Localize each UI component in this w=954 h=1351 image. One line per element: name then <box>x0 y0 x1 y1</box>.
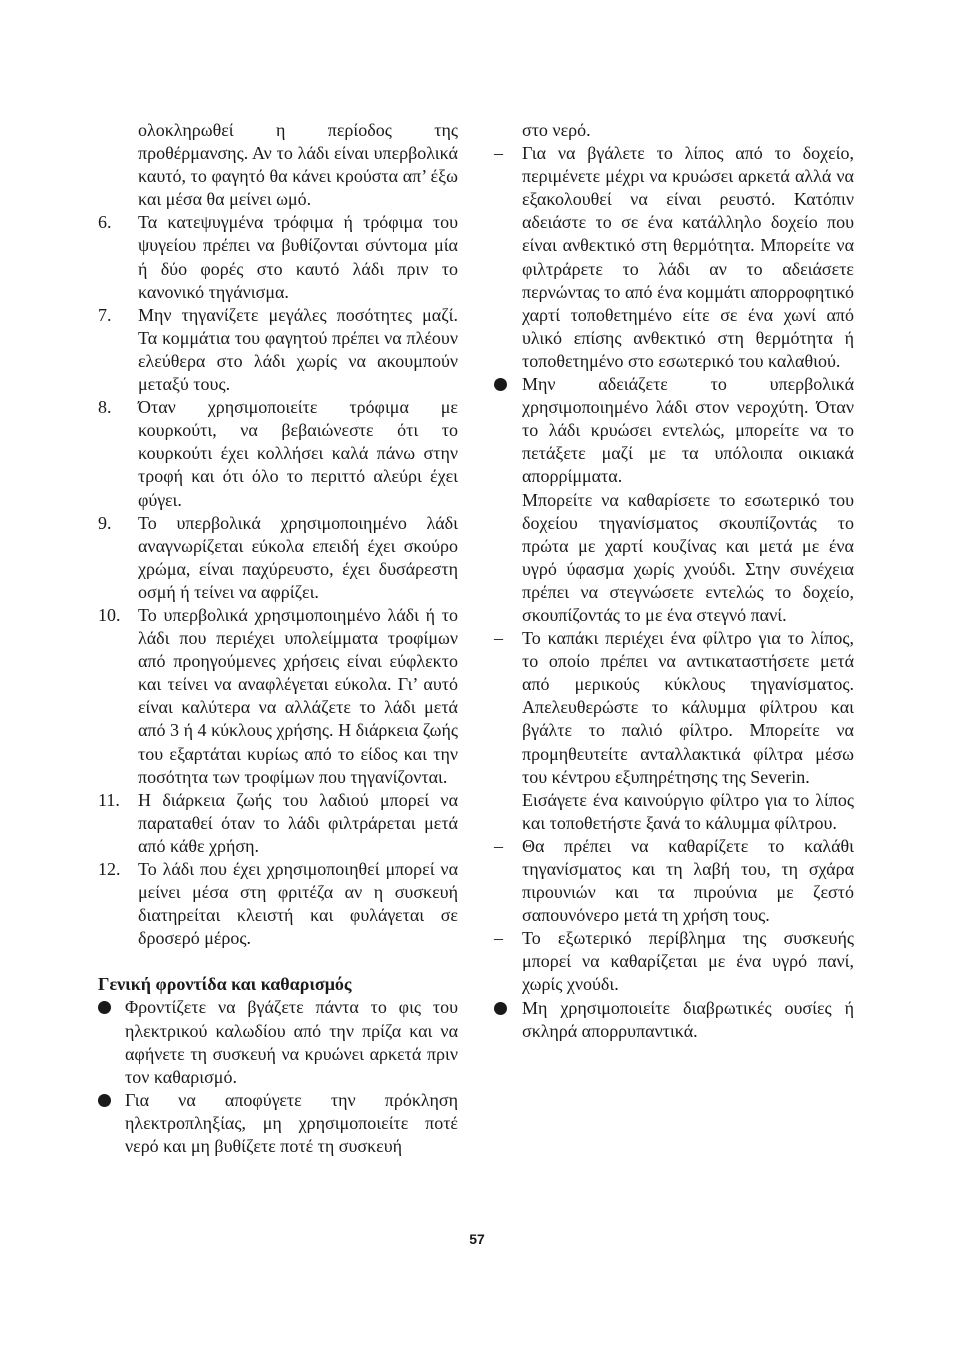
dash-item-clean-basket <box>494 835 854 927</box>
bullet-text-continued: Μπορείτε να καθαρίσετε το εσωτερικό του δοχείου τηγανίσματος σκουπίζοντάς το πρώτα με χαρτί κουζίνας και μετά με ένα υγρό ύφασμα χωρίς χνούδι. Στην συνέχεια πρέπει να στεγνώσετε εντελώς το δοχείο, σκουπίζοντάς το με ένα στεγνό πανί. <box>522 489 854 625</box>
dash-icon: – <box>494 928 503 949</box>
bullet-item-unplug <box>98 996 458 1088</box>
bullet-text: Για να αποφύγετε την πρόκληση ηλεκτροπληξίας, μη χρησιμοποιείτε ποτέ νερό και μη βυθίζετε ποτέ τη συσκευή <box>125 1089 458 1157</box>
section-heading: Γενική φροντίδα και καθαρισμός <box>98 974 352 995</box>
item-number: 6. <box>98 212 112 233</box>
bullet-icon <box>494 1002 507 1015</box>
bullet-item-clean-interior <box>494 489 854 628</box>
dash-icon: – <box>494 628 503 649</box>
bullet-icon <box>98 1094 111 1107</box>
numbered-item-7 <box>98 304 458 396</box>
continuation-paragraph <box>98 119 458 211</box>
bullet-icon <box>494 378 507 391</box>
dash-text-continued: Εισάγετε ένα καινούργιο φίλτρο για το λίπος και τοποθετήστε ξανά το κάλυμμα φίλτρου. <box>522 789 854 833</box>
item-number: 12. <box>98 859 121 879</box>
bullet-text: Μη χρησιμοποιείτε διαβρωτικές ουσίες ή σκληρά απορρυπαντικά. <box>522 997 854 1041</box>
item-text: Το υπερβολικά χρησιμοποιημένο λάδι αναγνωρίζεται εύκολα επειδή έχει σκούρο χρώμα, είναι παχύρευστο, έχει δυσάρεστη οσμή ή τείνει να αφρίζει. <box>138 512 458 602</box>
item-text: Το λάδι που έχει χρησιμοποιηθεί μπορεί να μείνει μέσα στη φριτέζα αν η συσκευή διατηρείται κλειστή και φυλάγεται σε δροσερό μέρος. <box>138 859 458 949</box>
item-number: 7. <box>98 304 112 325</box>
dash-text: Το καπάκι περιέχει ένα φίλτρο για το λίπος, το οποίο πρέπει να αντικαταστήσετε μετά από μερικούς κύκλους τηγανίσματος. Απελευθερώστε το κάλυμμα φίλτρου και βγάλτε το παλιό φίλτρο. Μπορείτε να προμηθευτείτε ανταλλακτικά φίλτρα μέσω του κέντρου εξυπηρέτησης της Severin. <box>522 628 854 787</box>
dash-item-lid-filter-continued <box>494 789 854 835</box>
item-number: 10. <box>98 604 121 625</box>
numbered-item-11 <box>98 789 458 858</box>
continuation-text: στο νερό. <box>522 120 591 140</box>
bullet-item-no-water <box>98 1089 458 1158</box>
item-text: Όταν χρησιμοποιείτε τρόφιμα με κουρκούτι, να βεβαιώνεστε ότι το κουρκούτι έχει κολλήσει καλά πάνω στην τροφή και ότι όλο το περιττό αλεύρι έχει φύγει. <box>138 397 458 510</box>
numbered-item-9 <box>98 512 458 604</box>
bullet-text: Φροντίζετε να βγάζετε πάντα το φις του ηλεκτρικού καλωδίου από την πρίζα και να αφήνετε τη συσκευή να κρυώνει αρκετά πριν τον καθαρισμό. <box>125 997 458 1087</box>
dash-icon: – <box>494 143 503 164</box>
dash-text: Θα πρέπει να καθαρίζετε το καλάθι τηγανίσματος και τη λαβή του, τη σχάρα πιρουνιών και τα πιρούνια με ζεστό σαπουνόνερο μετά τη χρήση τους. <box>522 835 854 926</box>
dash-text: Για να βγάλετε το λίπος από το δοχείο, περιμένετε μέχρι να κρυώσει αρκετά αλλά να εξακολουθεί να είναι ρευστό. Κατόπιν αδειάστε το σε ένα κατάλληλο δοχείο που είναι ανθεκτικό στη θερμότητα. Μπορείτε να φιλτράρετε το λάδι αν το αδειάσετε περνώντας το από ένα κομμάτι απορροφητικό χαρτί τοποθετημένο είτε σε ένα χωνί από υλικό επίσης ανθεκτικό στη θερμότητα ή τοποθετημένο στο εσωτερικό του καλαθιού. <box>522 143 854 371</box>
item-number: 11. <box>98 789 120 810</box>
dash-item-lid-filter <box>494 627 854 789</box>
item-text: Μην τηγανίζετε μεγάλες ποσότητες μαζί. Τα κομμάτια του φαγητού πρέπει να πλέουν ελεύθερα στο λάδι χωρίς να ακουμπούν μεταξύ τους. <box>138 304 458 395</box>
bullet-item-no-abrasives <box>494 997 854 1043</box>
numbered-item-10 <box>98 604 458 789</box>
numbered-item-6 <box>98 211 458 303</box>
bullet-item-no-sink <box>494 373 854 488</box>
bullet-icon <box>98 1001 111 1014</box>
left-column <box>98 119 458 1158</box>
numbered-item-8 <box>98 396 458 511</box>
numbered-item-12 <box>98 858 458 950</box>
dash-item-remove-fat <box>494 142 854 373</box>
item-text: Το υπερβολικά χρησιμοποιημένο λάδι ή το λάδι που περιέχει υπολείμματα τροφίμων από προηγούμενες χρήσεις είναι εύφλεκτο και τείνει να αναφλέγεται εύκολα. Γι’ αυτό είναι καλύτερα να αλλάζετε το λάδι μετά από 3 ή 4 κύκλους χρήσης. Η διάρκεια ζωής του εξαρτάται κυρίως από το είδος και την ποσότητα των τροφίμων που τηγανίζονται. <box>138 604 458 787</box>
continuation-paragraph <box>494 119 854 142</box>
item-text: Η διάρκεια ζωής του λαδιού μπορεί να παραταθεί όταν το λάδι φιλτράρεται μετά από κάθε χρήση. <box>138 789 458 856</box>
dash-text: Το εξωτερικό περίβλημα της συσκευής μπορεί να καθαρίζεται με ένα υγρό πανί, χωρίς χνούδι. <box>522 928 854 995</box>
bullet-text: Μην αδειάζετε το υπερβολικά χρησιμοποιημένο λάδι στον νεροχύτη. Όταν το λάδι κρυώσει εντελώς, μπορείτε να το πετάξετε μαζί με τα υπόλοιπα οικιακά απορρίμματα. <box>522 374 854 487</box>
item-text: Τα κατεψυγμένα τρόφιμα ή τρόφιμα του ψυγείου πρέπει να βυθίζονται σύντομα μία ή δύο φορές στο καυτό λάδι πριν το κανονικό τηγάνισμα. <box>138 212 458 302</box>
dash-icon: – <box>494 835 503 856</box>
item-number: 8. <box>98 397 112 418</box>
dash-item-clean-housing <box>494 927 854 996</box>
item-number: 9. <box>98 512 112 533</box>
continuation-text: ολοκληρωθεί η περίοδος της προθέρμανσης. Αν το λάδι είναι υπερβολικά καυτό, το φαγητό θα κάνει κρούστα απ’ έξω και μέσα θα μείνει ωμό. <box>138 120 458 210</box>
right-column <box>494 119 854 1043</box>
page-number: 57 <box>469 1231 485 1247</box>
